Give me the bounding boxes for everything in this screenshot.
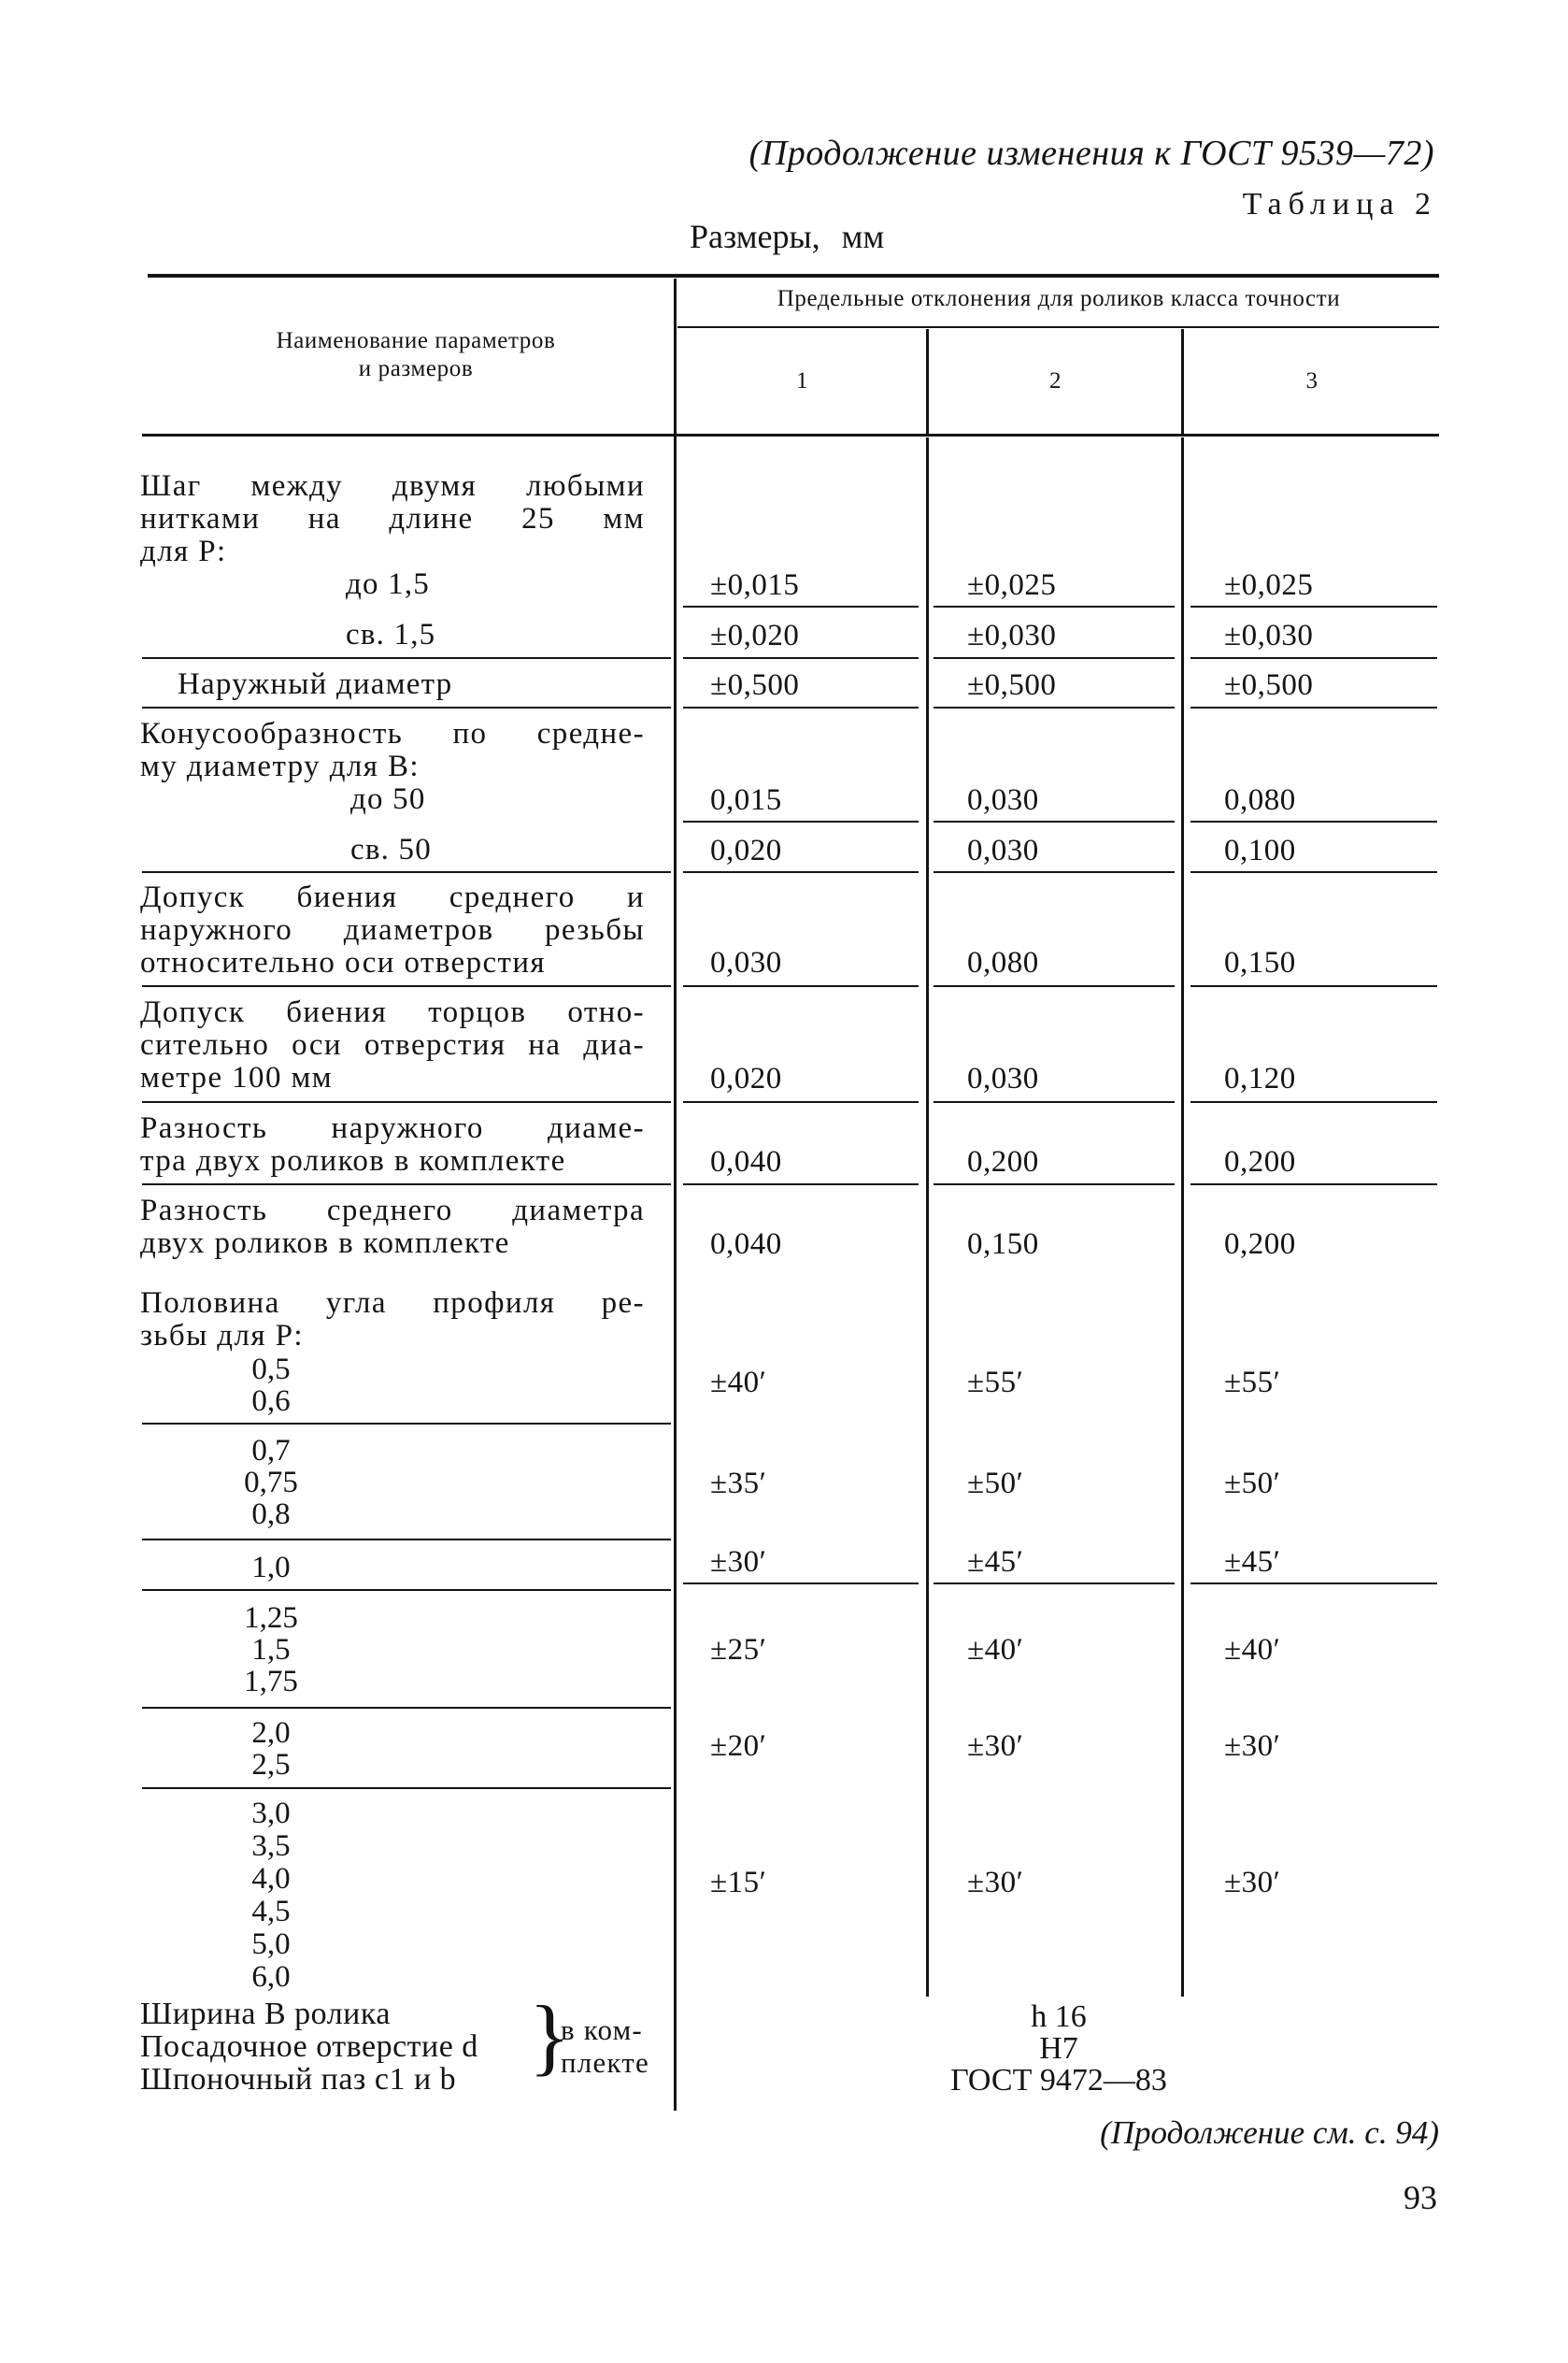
taper-label: Конусообразность по средне- му диаметру для B: bbox=[140, 717, 645, 783]
thread-pitch-labels: 3,0 3,5 4,0 4,5 5,0 6,0 bbox=[251, 1797, 291, 1994]
outer-diff-label: Разность наружного диаме- тра двух роликов в комплекте bbox=[140, 1111, 645, 1178]
table-cell: 0,040 bbox=[710, 1145, 782, 1179]
cell-underline bbox=[683, 985, 919, 987]
table-cell: ±0,015 bbox=[710, 568, 800, 602]
table-cell: ±0,020 bbox=[710, 619, 800, 652]
outer-diameter-label: Наружный диаметр bbox=[178, 667, 453, 701]
page-number: 93 bbox=[1404, 2179, 1437, 2216]
cell-underline bbox=[934, 1183, 1175, 1185]
table-cell: 0,030 bbox=[967, 783, 1039, 817]
row-rule bbox=[142, 985, 671, 987]
cell-underline bbox=[1190, 985, 1437, 987]
runout-faces-label: Допуск биения торцов отно- сительно оси отверстия на диа- метре 100 мм bbox=[140, 995, 645, 1095]
runout-diameters-label: Допуск биения среднего и наружного диаметров резьбы относительно оси отверстия bbox=[140, 881, 645, 980]
set-param-values: h 16 H7 ГОСТ 9472—83 bbox=[950, 1999, 1167, 2098]
row-rule bbox=[142, 707, 671, 709]
table-cell: ±30′ bbox=[1224, 1729, 1281, 1763]
cell-underline bbox=[1190, 1101, 1437, 1103]
thread-pitch-labels: 0,5 0,6 bbox=[251, 1353, 291, 1418]
thread-pitch-labels: 2,0 2,5 bbox=[251, 1716, 291, 1782]
table-cell: ±45′ bbox=[967, 1545, 1024, 1579]
header-split-rule bbox=[677, 326, 1439, 328]
table-cell: 0,100 bbox=[1224, 834, 1296, 867]
table-cell: 0,080 bbox=[967, 946, 1039, 980]
table-cell: 0,080 bbox=[1224, 783, 1296, 817]
table-label: Таблица 2 bbox=[1242, 187, 1437, 222]
class-1-header: 1 bbox=[795, 368, 809, 394]
table-cell: ±25′ bbox=[710, 1633, 767, 1667]
table-cell: ±30′ bbox=[1224, 1866, 1281, 1899]
table-cell: ±35′ bbox=[710, 1467, 767, 1500]
table-cell: 0,030 bbox=[967, 1062, 1039, 1096]
class-2-header: 2 bbox=[1048, 368, 1062, 394]
column-divider-name bbox=[674, 279, 677, 2111]
column-divider-class1 bbox=[926, 329, 929, 434]
cell-underline bbox=[934, 821, 1175, 823]
cell-underline bbox=[934, 707, 1175, 709]
cell-underline bbox=[683, 1582, 919, 1584]
thread-pitch-labels: 1,0 bbox=[251, 1551, 291, 1584]
thread-pitch-labels: 0,7 0,75 0,8 bbox=[244, 1434, 298, 1531]
table-cell: ±0,500 bbox=[967, 668, 1057, 702]
taper-sub-label: св. 50 bbox=[350, 833, 432, 866]
cell-underline bbox=[934, 606, 1175, 608]
thread-pitch-labels: 1,25 1,5 1,75 bbox=[244, 1601, 298, 1698]
row-rule bbox=[142, 657, 671, 659]
cell-underline bbox=[683, 821, 919, 823]
taper-sub-label: до 50 bbox=[350, 782, 426, 816]
class-3-header: 3 bbox=[1305, 368, 1319, 394]
cell-underline bbox=[683, 1101, 919, 1103]
table-cell: ±15′ bbox=[710, 1866, 767, 1899]
row-rule bbox=[142, 1707, 671, 1709]
cell-underline bbox=[683, 606, 919, 608]
table-cell: ±55′ bbox=[967, 1366, 1024, 1399]
table-cell: 0,200 bbox=[967, 1145, 1039, 1179]
continuation-header: (Продолжение изменения к ГОСТ 9539—72) bbox=[748, 134, 1434, 173]
set-note: в ком- плекте bbox=[561, 2013, 649, 2079]
table-cell: 0,030 bbox=[710, 946, 782, 980]
cell-underline bbox=[1190, 606, 1437, 608]
pitch-label: Шаг между двумя любыми нитками на длине 25 мм для P: bbox=[140, 469, 645, 568]
table-cell: 0,040 bbox=[710, 1227, 782, 1261]
units-caption: Размеры, мм bbox=[690, 218, 885, 255]
cell-underline bbox=[1190, 707, 1437, 709]
table-cell: ±50′ bbox=[1224, 1467, 1281, 1500]
table-cell: ±50′ bbox=[967, 1467, 1024, 1500]
cell-underline bbox=[683, 1183, 919, 1185]
table-cell: 0,015 bbox=[710, 783, 782, 817]
cell-underline bbox=[683, 657, 919, 659]
table-cell: 0,030 bbox=[967, 834, 1039, 867]
column-divider-class1-body bbox=[926, 437, 929, 1997]
cell-underline bbox=[934, 1582, 1175, 1584]
cell-underline bbox=[934, 985, 1175, 987]
set-param-labels: Ширина B ролика Посадочное отверстие d Шпоночный паз c1 и b bbox=[140, 1997, 478, 2097]
cell-underline bbox=[1190, 1183, 1437, 1185]
row-rule bbox=[142, 1423, 671, 1425]
table-cell: ±20′ bbox=[710, 1729, 767, 1763]
table-cell: ±0,030 bbox=[967, 619, 1057, 652]
row-rule bbox=[142, 1183, 671, 1185]
table-cell: ±0,500 bbox=[1224, 668, 1314, 702]
table-cell: ±0,025 bbox=[967, 568, 1057, 602]
table-cell: ±30′ bbox=[967, 1729, 1024, 1763]
table-cell: ±45′ bbox=[1224, 1545, 1281, 1579]
table-cell: 0,200 bbox=[1224, 1145, 1296, 1179]
table-top-rule bbox=[148, 274, 1439, 278]
table-cell: 0,020 bbox=[710, 1062, 782, 1096]
cell-underline bbox=[934, 871, 1175, 873]
table-cell: 0,200 bbox=[1224, 1227, 1296, 1261]
cell-underline bbox=[1190, 1582, 1437, 1584]
table-cell: 0,150 bbox=[967, 1227, 1039, 1261]
table-cell: ±0,025 bbox=[1224, 568, 1314, 602]
table-cell: ±0,500 bbox=[710, 668, 800, 702]
header-bottom-rule bbox=[142, 434, 1439, 437]
cell-underline bbox=[1190, 821, 1437, 823]
column-divider-class2 bbox=[1181, 329, 1184, 434]
table-cell: 0,150 bbox=[1224, 946, 1296, 980]
cell-underline bbox=[683, 707, 919, 709]
cell-underline bbox=[1190, 657, 1437, 659]
table-cell: ±0,030 bbox=[1224, 619, 1314, 652]
table-cell: ±40′ bbox=[967, 1633, 1024, 1667]
set-brace: } bbox=[529, 1988, 571, 2084]
cell-underline bbox=[934, 657, 1175, 659]
row-rule bbox=[142, 1589, 671, 1591]
pitch-diff-label: Разность среднего диаметра двух роликов в комплекте bbox=[140, 1194, 645, 1260]
table-cell: ±55′ bbox=[1224, 1366, 1281, 1399]
row-rule bbox=[142, 1787, 671, 1789]
table-cell: ±40′ bbox=[710, 1366, 767, 1399]
pitch-sub-label: св. 1,5 bbox=[346, 618, 436, 652]
continuation-footer: (Продолжение см. с. 94) bbox=[1100, 2114, 1439, 2151]
pitch-sub-label: до 1,5 bbox=[346, 567, 430, 601]
name-column-header: Наименование параметров и размеров bbox=[276, 328, 556, 381]
row-rule bbox=[142, 1539, 671, 1540]
cell-underline bbox=[934, 1101, 1175, 1103]
cell-underline bbox=[683, 871, 919, 873]
deviation-header: Предельные отклонения для роликов класса точности bbox=[777, 286, 1341, 311]
table-cell: 0,020 bbox=[710, 834, 782, 867]
half-angle-label: Половина угла профиля ре- зьбы для P: bbox=[140, 1286, 645, 1353]
row-rule bbox=[142, 1101, 671, 1103]
table-cell: ±30′ bbox=[710, 1545, 767, 1579]
cell-underline bbox=[1190, 871, 1437, 873]
row-rule bbox=[142, 871, 671, 873]
table-cell: ±40′ bbox=[1224, 1633, 1281, 1667]
table-cell: ±30′ bbox=[967, 1866, 1024, 1899]
table-cell: 0,120 bbox=[1224, 1062, 1296, 1096]
column-divider-class2-body bbox=[1181, 437, 1184, 1997]
